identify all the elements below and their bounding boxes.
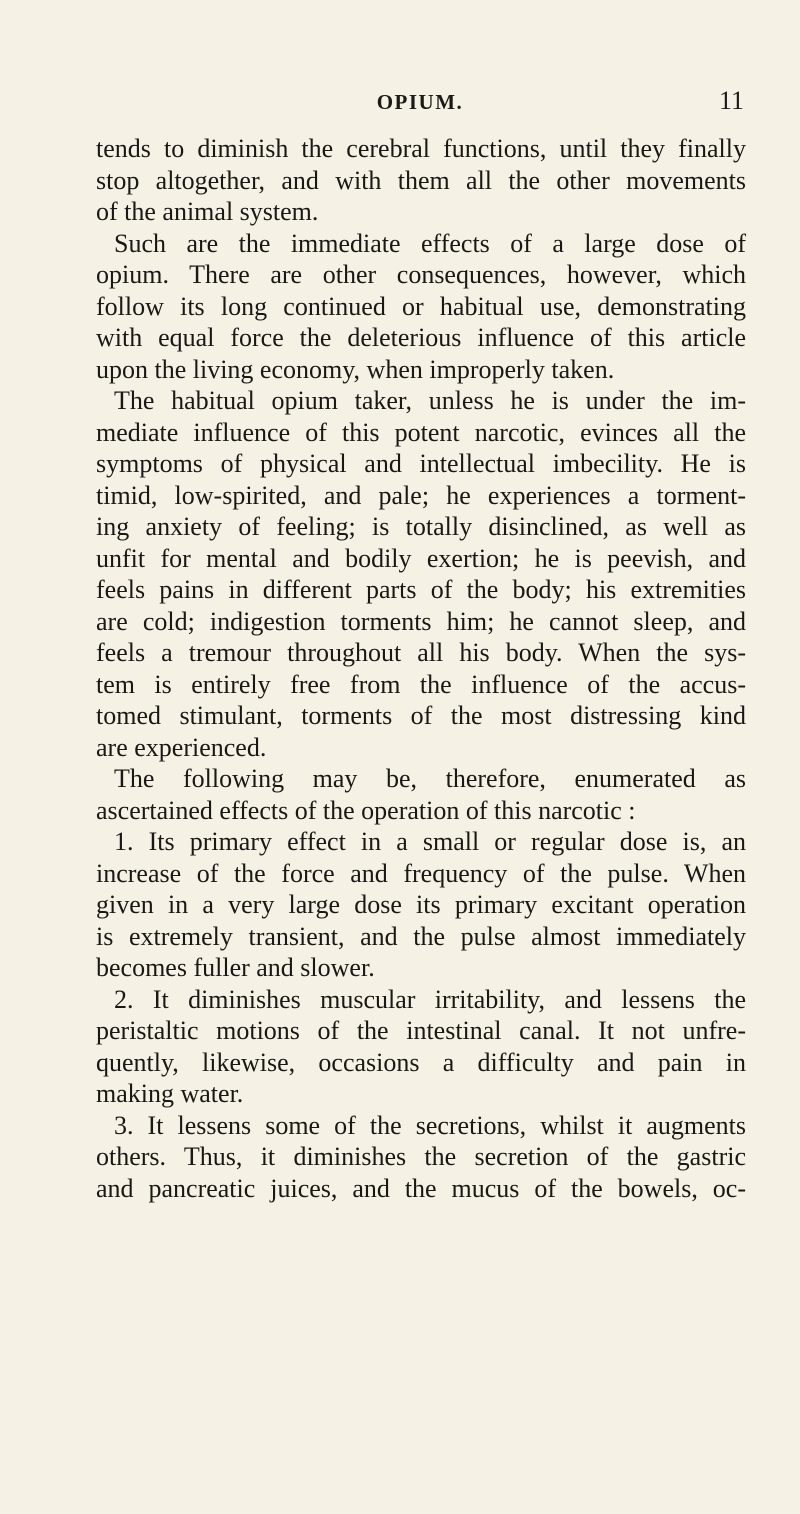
text-line: symptoms of physical and intellectual imbecility. He is [96,449,746,478]
text-line: tomed stimulant, torments of the most distressing kind [96,701,746,730]
text-line: peristaltic motions of the intestinal canal. It not unfre- [96,1016,746,1045]
text-line: tends to diminish the cerebral functions, until they finally [96,134,746,163]
text-line: feels a tremour throughout all his body. When the sys- [96,638,746,667]
text-line: others. Thus, it diminishes the secretion of the gastric [96,1142,746,1171]
text-line: mediate influence of this potent narcotic, evinces all the [96,417,746,447]
page-number: 11 [718,86,744,115]
text-line: with equal force the deleterious influence of this article [96,323,746,352]
text-line: increase of the force and frequency of the pulse. When [96,858,746,888]
text-line: timid, low-spirited, and pale; he experiences a torment- [96,480,746,510]
text-line: are cold; indigestion torments him; he cannot sleep, and [96,606,746,636]
body-text [96,133,746,1204]
text-line: unfit for mental and bodily exertion; he is peevish, and [96,543,746,573]
running-head [96,86,744,120]
text-line: are experienced. [96,732,267,762]
text-line: upon the living economy, when improperly taken. [96,354,615,384]
text-line: and pancreatic juices, and the mucus of the bowels, oc- [96,1173,746,1203]
text-line: of the animal system. [96,197,319,226]
text-line: stop altogether, and with them all the other movements [96,165,746,195]
text-line: follow its long continued or habitual use, demonstrating [96,291,746,321]
text-line: 2. It diminishes muscular irritability, and lessens the [114,984,746,1014]
text-line: The following may be, therefore, enumerated as [114,764,746,793]
text-line: ascertained effects of the operation of this narcotic : [96,795,636,825]
text-line: is extremely transient, and the pulse almost immediately [96,921,746,951]
text-line: 3. It lessens some of the secretions, whilst it augments [114,1110,746,1140]
text-line: opium. There are other consequences, however, which [96,260,746,289]
text-line: Such are the immediate effects of a large dose of [114,228,746,258]
text-line: ing anxiety of feeling; is totally disinclined, as well as [96,512,746,541]
text-line: quently, likewise, occasions a difficulty and pain in [96,1047,746,1077]
text-line: given in a very large dose its primary excitant operation [96,890,746,919]
text-line: The habitual opium taker, unless he is under the im- [114,386,746,415]
running-title: OPIUM. [376,90,464,114]
text-line: tem is entirely free from the influence of the accus- [96,669,746,699]
text-line: 1. Its primary effect in a small or regular dose is, an [114,827,746,856]
text-line: making water. [96,1079,244,1108]
text-line: feels pains in different parts of the body; his extremities [96,575,746,604]
text-line: becomes fuller and slower. [96,953,375,982]
